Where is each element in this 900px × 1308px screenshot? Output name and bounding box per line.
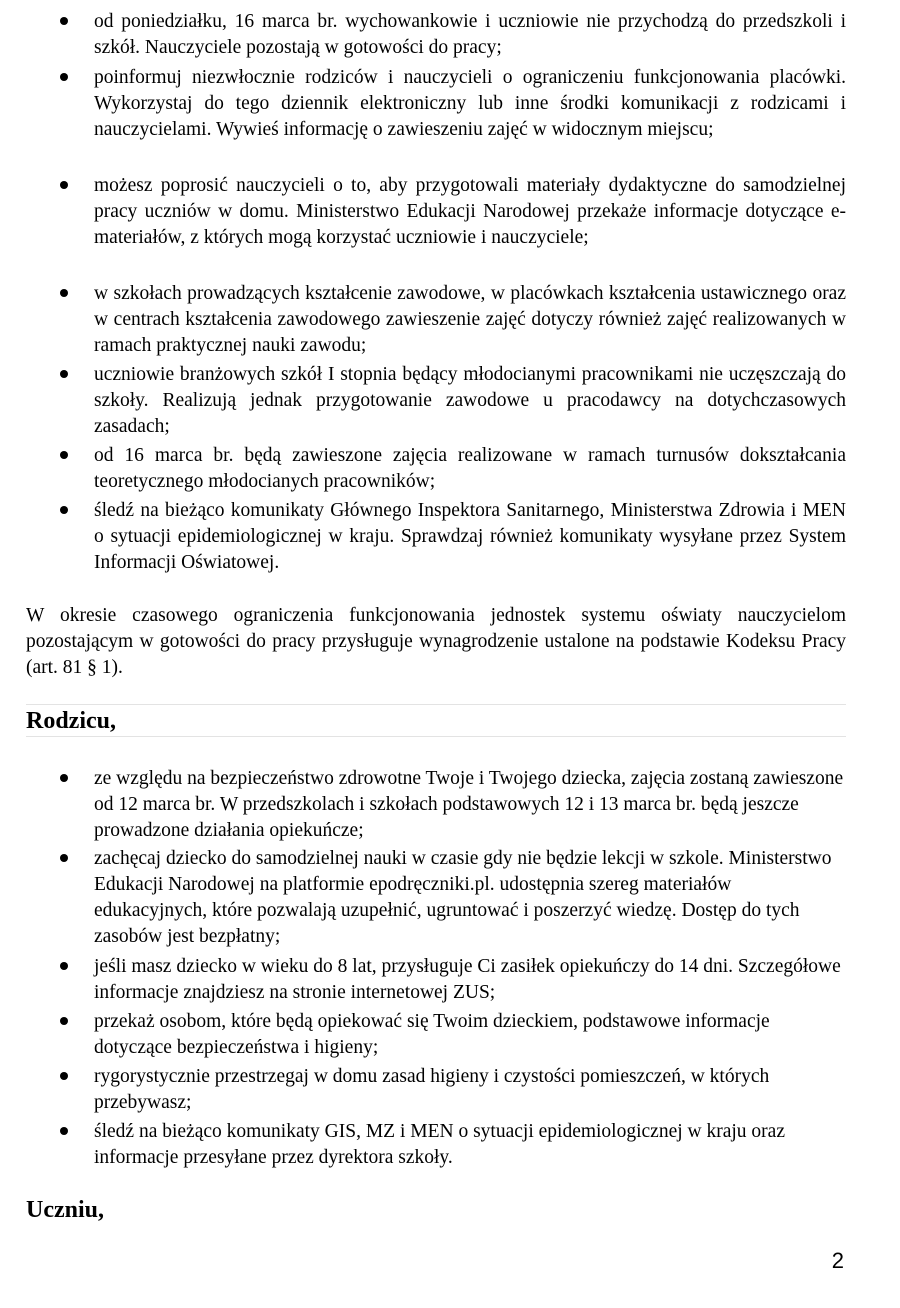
- bullet-icon: [60, 506, 68, 514]
- salary-paragraph: W okresie czasowego ograniczenia funkcjonowania jednostek systemu oświaty nauczycielom pozostającym w gotowości do pracy przysługuje wynagrodzenie ustalone na podstawie Kodeksu Pracy (art. 81 § 1).: [26, 605, 846, 678]
- page-number: 2: [831, 1248, 844, 1273]
- divider: [26, 704, 846, 705]
- list-item-text: jeśli masz dziecko w wieku do 8 lat, przysługuje Ci zasiłek opiekuńczy do 14 dni. Szczegółowe informacje znajdziesz na stronie internetowej ZUS;: [94, 956, 841, 1003]
- bullet-icon: [60, 1017, 68, 1025]
- list-item-text: śledź na bieżąco komunikaty Głównego Inspektora Sanitarnego, Ministerstwa Zdrowia i MEN o sytuacji epidemiologicznej w kraju. Sprawdzaj również komunikaty wysyłane przez System Informacji Oświatowej.: [94, 500, 846, 573]
- list-item-text: od poniedziałku, 16 marca br. wychowankowie i uczniowie nie przychodzą do przedszkoli i szkół. Nauczyciele pozostają w gotowości do pracy;: [94, 11, 846, 58]
- list-item-text: uczniowie branżowych szkół I stopnia będący młodocianymi pracownikami nie uczęszczają do szkoły. Realizują jednak przygotowanie zawodowe u pracodawcy na dotychczasowych zasadach;: [94, 364, 846, 437]
- list-item-text: przekaż osobom, które będą opiekować się Twoim dzieckiem, podstawowe informacje dotyczące bezpieczeństwa i higieny;: [94, 1011, 770, 1058]
- bullet-icon: [60, 774, 68, 782]
- list-item-text: ze względu na bezpieczeństwo zdrowotne Twoje i Twojego dziecka, zajęcia zostaną zawieszone od 12 marca br. W przedszkolach i szkołach podstawowych 12 i 13 marca br. będą jeszcze prowadzone działania opiekuńcze;: [94, 768, 844, 841]
- list-item-text: rygorystycznie przestrzegaj w domu zasad higieny i czystości pomieszczeń, w których przebywasz;: [94, 1066, 770, 1113]
- section-heading-student: Uczniu,: [26, 1197, 104, 1223]
- bullet-icon: [60, 370, 68, 378]
- bullet-icon: [60, 1072, 68, 1080]
- bullet-icon: [60, 17, 68, 25]
- bullet-icon: [60, 73, 68, 81]
- bullet-icon: [60, 854, 68, 862]
- list-item-text: od 16 marca br. będą zawieszone zajęcia realizowane w ramach turnusów dokształcania teoretycznego młodocianych pracowników;: [94, 445, 846, 492]
- bullet-icon: [60, 451, 68, 459]
- list-item-text: poinformuj niezwłocznie rodziców i nauczycieli o ograniczeniu funkcjonowania placówki. Wykorzystaj do tego dziennik elektroniczny lub inne środki komunikacji z rodzicami i nauczycielami. Wywieś informację o zawieszeniu zajęć w widocznym miejscu;: [94, 67, 846, 140]
- bullet-icon: [60, 181, 68, 189]
- bullet-icon: [60, 962, 68, 970]
- divider: [26, 736, 846, 737]
- list-item-text: zachęcaj dziecko do samodzielnej nauki w czasie gdy nie będzie lekcji w szkole. Ministerstwo Edukacji Narodowej na platformie epodręczniki.pl. udostępnia szereg materiałów edukacyjnych, które pozwalają uzupełnić, ugruntować i poszerzyć wiedzę. Dostęp do tych zasobów jest bezpłatny;: [94, 848, 832, 947]
- list-item-text: śledź na bieżąco komunikaty GIS, MZ i MEN o sytuacji epidemiologicznej w kraju oraz informacje przesyłane przez dyrektora szkoły.: [94, 1121, 785, 1168]
- section-heading-parent: Rodzicu,: [26, 708, 116, 734]
- bullet-icon: [60, 289, 68, 297]
- list-item-text: w szkołach prowadzących kształcenie zawodowe, w placówkach kształcenia ustawicznego oraz w centrach kształcenia zawodowego zawieszenie zajęć dotyczy również zajęć realizowanych w ramach praktycznej nauki zawodu;: [94, 283, 846, 356]
- list-item-text: możesz poprosić nauczycieli o to, aby przygotowali materiały dydaktyczne do samodzielnej pracy uczniów w domu. Ministerstwo Edukacji Narodowej przekaże informacje dotyczące e-materiałów, z których mogą korzystać uczniowie i nauczyciele;: [94, 175, 846, 248]
- bullet-icon: [60, 1127, 68, 1135]
